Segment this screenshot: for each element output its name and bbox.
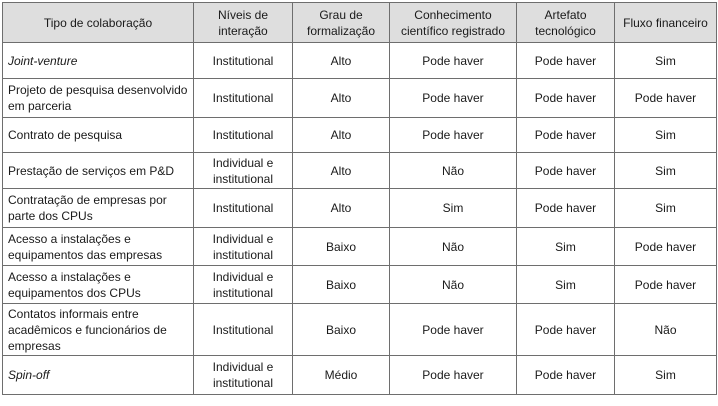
cell-artefato-tecnologico: Sim [517,266,615,304]
cell-conhecimento-cientifico: Não [390,266,517,304]
cell-artefato-tecnologico: Pode haver [517,304,615,356]
header-niveis-de-interacao: Níveis de interação [194,3,293,43]
cell-grau-de-formalizacao: Médio [293,356,390,395]
cell-niveis-de-interacao: Institutional [194,79,293,118]
cell-fluxo-financeiro: Sim [615,356,717,395]
cell-grau-de-formalizacao: Baixo [293,228,390,266]
cell-conhecimento-cientifico: Pode haver [390,79,517,118]
cell-niveis-de-interacao: Individual e institutional [194,266,293,304]
cell-fluxo-financeiro: Não [615,304,717,356]
table-row [3,304,717,356]
table-body [3,43,717,395]
cell-grau-de-formalizacao: Alto [293,189,390,228]
cell-artefato-tecnologico: Pode haver [517,79,615,118]
cell-niveis-de-interacao: Individual e institutional [194,356,293,395]
cell-artefato-tecnologico: Pode haver [517,43,615,79]
table-row [3,153,717,189]
cell-fluxo-financeiro: Sim [615,43,717,79]
header-conhecimento-cientifico: Conhecimento científico registrado [390,3,517,43]
cell-grau-de-formalizacao: Baixo [293,266,390,304]
table-row [3,189,717,228]
cell-artefato-tecnologico: Pode haver [517,356,615,395]
header-artefato-tecnologico: Artefato tecnológico [517,3,615,43]
header-tipo-de-colaboracao: Tipo de colaboração [3,3,194,43]
header-row [3,3,717,43]
cell-conhecimento-cientifico: Pode haver [390,118,517,153]
cell-tipo-de-colaboracao: Prestação de serviços em P&D [3,153,194,189]
table-row [3,356,717,395]
cell-conhecimento-cientifico: Pode haver [390,304,517,356]
cell-tipo-de-colaboracao: Spin-off [3,356,194,395]
cell-niveis-de-interacao: Institutional [194,43,293,79]
cell-niveis-de-interacao: Institutional [194,304,293,356]
cell-conhecimento-cientifico: Não [390,153,517,189]
cell-conhecimento-cientifico: Pode haver [390,43,517,79]
cell-grau-de-formalizacao: Baixo [293,304,390,356]
cell-artefato-tecnologico: Pode haver [517,189,615,228]
table-row [3,43,717,79]
cell-conhecimento-cientifico: Sim [390,189,517,228]
cell-fluxo-financeiro: Pode haver [615,228,717,266]
cell-tipo-de-colaboracao: Contrato de pesquisa [3,118,194,153]
cell-artefato-tecnologico: Sim [517,228,615,266]
table-header [3,3,717,43]
cell-tipo-de-colaboracao: Joint-venture [3,43,194,79]
table-row [3,79,717,118]
cell-grau-de-formalizacao: Alto [293,43,390,79]
cell-grau-de-formalizacao: Alto [293,79,390,118]
cell-artefato-tecnologico: Pode haver [517,118,615,153]
cell-fluxo-financeiro: Pode haver [615,79,717,118]
cell-grau-de-formalizacao: Alto [293,118,390,153]
cell-niveis-de-interacao: Individual e institutional [194,228,293,266]
cell-tipo-de-colaboracao: Projeto de pesquisa desenvolvido em parceria [3,79,194,118]
cell-niveis-de-interacao: Institutional [194,118,293,153]
collaboration-types-table [2,2,717,395]
cell-niveis-de-interacao: Individual e institutional [194,153,293,189]
cell-tipo-de-colaboracao: Contratação de empresas por parte dos CPUs [3,189,194,228]
cell-conhecimento-cientifico: Pode haver [390,356,517,395]
cell-artefato-tecnologico: Pode haver [517,153,615,189]
header-fluxo-financeiro: Fluxo financeiro [615,3,717,43]
cell-conhecimento-cientifico: Não [390,228,517,266]
table-row [3,118,717,153]
cell-tipo-de-colaboracao: Acesso a instalações e equipamentos das empresas [3,228,194,266]
cell-fluxo-financeiro: Sim [615,118,717,153]
cell-niveis-de-interacao: Institutional [194,189,293,228]
cell-tipo-de-colaboracao: Acesso a instalações e equipamentos dos CPUs [3,266,194,304]
cell-tipo-de-colaboracao: Contatos informais entre acadêmicos e funcionários de empresas [3,304,194,356]
cell-fluxo-financeiro: Sim [615,189,717,228]
table-row [3,228,717,266]
collaboration-table-container [2,2,717,395]
cell-grau-de-formalizacao: Alto [293,153,390,189]
cell-fluxo-financeiro: Pode haver [615,266,717,304]
header-grau-de-formalizacao: Grau de formalização [293,3,390,43]
table-row [3,266,717,304]
cell-fluxo-financeiro: Sim [615,153,717,189]
